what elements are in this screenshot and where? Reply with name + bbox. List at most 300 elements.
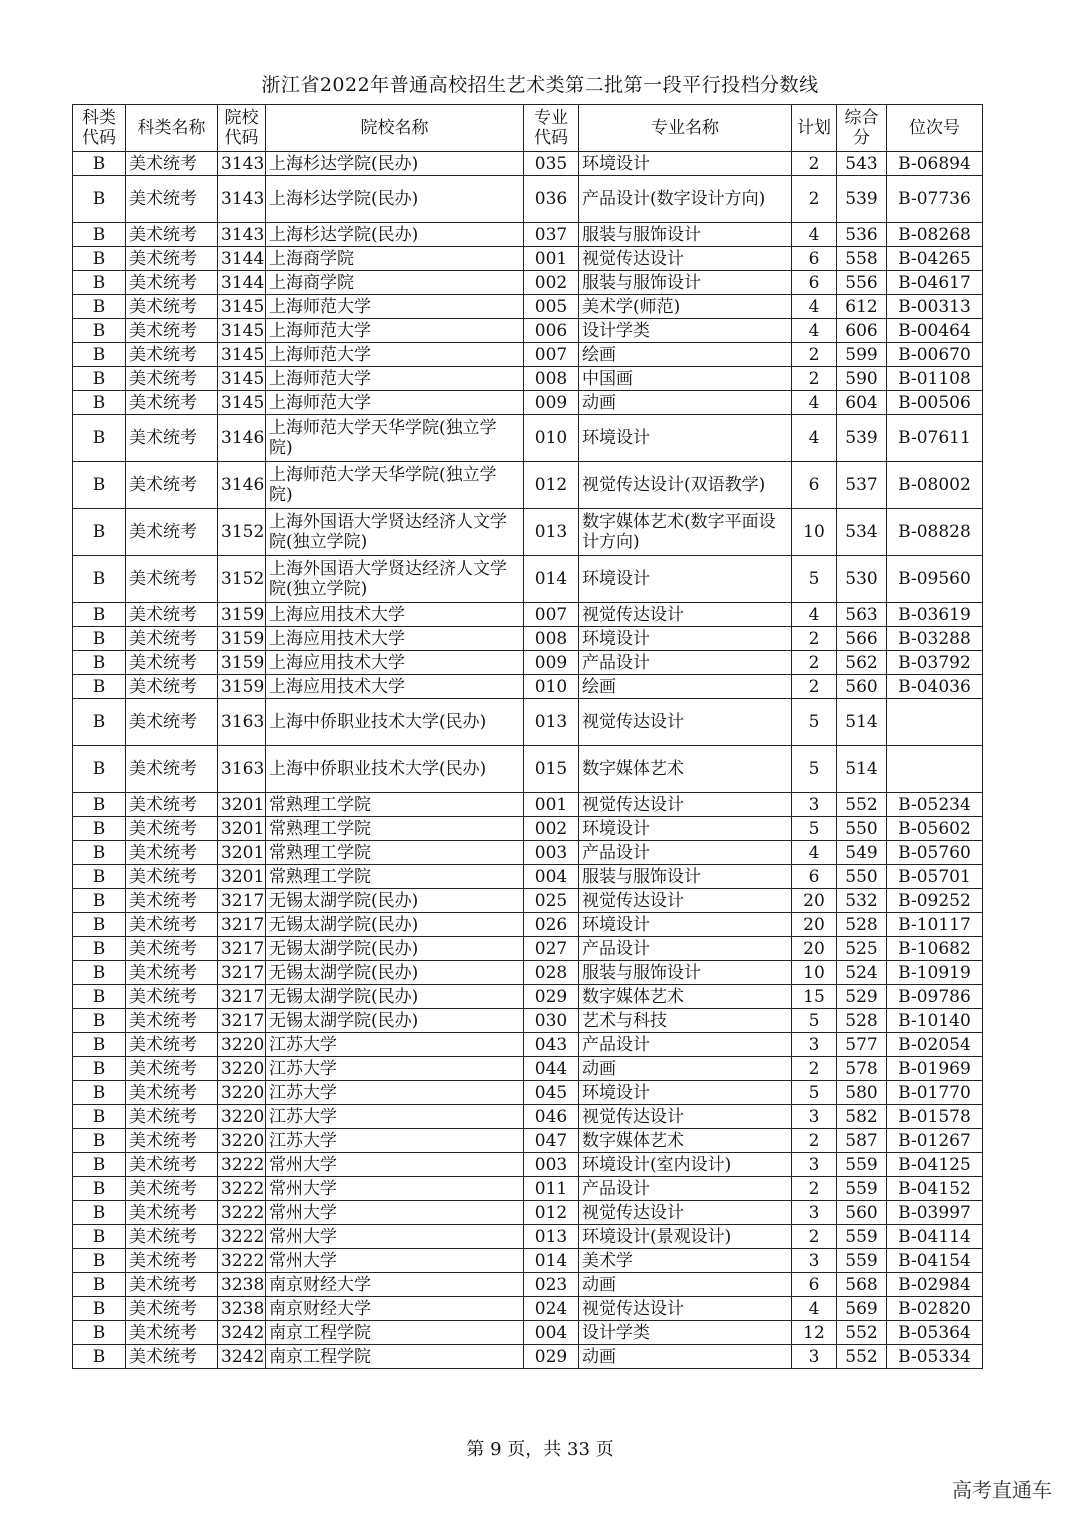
score-cell: 577 — [837, 1033, 887, 1057]
category-code-cell: B — [73, 556, 126, 603]
category-name-cell: 美术统考 — [126, 865, 218, 889]
category-name-cell: 美术统考 — [126, 699, 218, 746]
score-cell: 525 — [837, 937, 887, 961]
table-row — [73, 603, 983, 627]
rank-cell: B-09560 — [887, 556, 983, 603]
school-name-cell: 常熟理工学院 — [266, 817, 524, 841]
plan-cell: 4 — [792, 1297, 837, 1321]
category-name-cell: 美术统考 — [126, 841, 218, 865]
plan-cell: 3 — [792, 1033, 837, 1057]
plan-cell: 2 — [792, 1225, 837, 1249]
school-code-cell: 3143 — [218, 223, 266, 247]
school-name-cell: 江苏大学 — [266, 1105, 524, 1129]
major-code-cell: 007 — [524, 343, 579, 367]
plan-cell: 2 — [792, 152, 837, 176]
plan-cell: 12 — [792, 1321, 837, 1345]
plan-cell: 5 — [792, 817, 837, 841]
major-code-cell: 006 — [524, 319, 579, 343]
score-cell: 550 — [837, 865, 887, 889]
score-cell: 536 — [837, 223, 887, 247]
plan-cell: 3 — [792, 1201, 837, 1225]
major-name-cell: 动画 — [579, 1057, 792, 1081]
score-cell: 514 — [837, 699, 887, 746]
major-name-cell: 产品设计(数字设计方向) — [579, 176, 792, 223]
plan-cell: 6 — [792, 865, 837, 889]
plan-cell: 4 — [792, 841, 837, 865]
category-name-cell: 美术统考 — [126, 651, 218, 675]
plan-cell: 2 — [792, 627, 837, 651]
table-row — [73, 247, 983, 271]
category-name-cell: 美术统考 — [126, 1081, 218, 1105]
major-name-cell: 设计学类 — [579, 1321, 792, 1345]
category-code-cell: B — [73, 913, 126, 937]
school-code-cell: 3222 — [218, 1201, 266, 1225]
rank-cell: B-03619 — [887, 603, 983, 627]
major-code-cell: 026 — [524, 913, 579, 937]
major-code-cell: 002 — [524, 817, 579, 841]
school-name-cell: 无锡太湖学院(民办) — [266, 889, 524, 913]
major-code-cell: 045 — [524, 1081, 579, 1105]
table-row — [73, 865, 983, 889]
category-name-cell: 美术统考 — [126, 223, 218, 247]
table-row — [73, 319, 983, 343]
category-name-cell: 美术统考 — [126, 1057, 218, 1081]
category-name-cell: 美术统考 — [126, 319, 218, 343]
major-code-cell: 023 — [524, 1273, 579, 1297]
category-name-cell: 美术统考 — [126, 675, 218, 699]
table-row — [73, 343, 983, 367]
school-code-cell: 3201 — [218, 817, 266, 841]
table-row — [73, 176, 983, 223]
rank-cell: B-10919 — [887, 961, 983, 985]
plan-cell: 20 — [792, 913, 837, 937]
table-row — [73, 1009, 983, 1033]
school-name-cell: 上海外国语大学贤达经济人文学院(独立学院) — [266, 509, 524, 556]
major-code-cell: 047 — [524, 1129, 579, 1153]
major-code-cell: 008 — [524, 367, 579, 391]
school-name-cell: 上海师范大学天华学院(独立学院) — [266, 415, 524, 462]
table-row — [73, 651, 983, 675]
major-name-cell: 环境设计 — [579, 556, 792, 603]
category-code-cell: B — [73, 1105, 126, 1129]
rank-cell: B-00464 — [887, 319, 983, 343]
plan-cell: 4 — [792, 603, 837, 627]
school-name-cell: 上海师范大学 — [266, 367, 524, 391]
rank-cell: B-06894 — [887, 152, 983, 176]
category-name-cell: 美术统考 — [126, 913, 218, 937]
score-cell: 578 — [837, 1057, 887, 1081]
major-code-cell: 004 — [524, 865, 579, 889]
major-code-cell: 030 — [524, 1009, 579, 1033]
plan-cell: 4 — [792, 415, 837, 462]
major-name-cell: 服装与服饰设计 — [579, 271, 792, 295]
plan-cell: 4 — [792, 391, 837, 415]
rank-cell: B-08828 — [887, 509, 983, 556]
major-name-cell: 环境设计(室内设计) — [579, 1153, 792, 1177]
category-code-cell: B — [73, 651, 126, 675]
major-code-cell: 004 — [524, 1321, 579, 1345]
score-cell: 566 — [837, 627, 887, 651]
rank-cell: B-01969 — [887, 1057, 983, 1081]
category-code-cell: B — [73, 1009, 126, 1033]
table-row — [73, 889, 983, 913]
score-cell: 534 — [837, 509, 887, 556]
school-code-cell: 3152 — [218, 509, 266, 556]
rank-cell: B-01578 — [887, 1105, 983, 1129]
school-code-cell: 3238 — [218, 1273, 266, 1297]
school-code-cell: 3220 — [218, 1105, 266, 1129]
category-code-cell: B — [73, 223, 126, 247]
rank-cell: B-10140 — [887, 1009, 983, 1033]
school-code-cell: 3220 — [218, 1057, 266, 1081]
header-cell: 科类名称 — [126, 105, 218, 152]
school-code-cell: 3238 — [218, 1297, 266, 1321]
school-code-cell: 3222 — [218, 1153, 266, 1177]
school-code-cell: 3143 — [218, 152, 266, 176]
plan-cell: 5 — [792, 699, 837, 746]
major-name-cell: 环境设计 — [579, 913, 792, 937]
category-code-cell: B — [73, 152, 126, 176]
table-row — [73, 1129, 983, 1153]
major-name-cell: 绘画 — [579, 675, 792, 699]
major-name-cell: 视觉传达设计 — [579, 247, 792, 271]
table-row — [73, 1321, 983, 1345]
school-name-cell: 常州大学 — [266, 1225, 524, 1249]
major-name-cell: 环境设计(景观设计) — [579, 1225, 792, 1249]
major-name-cell: 环境设计 — [579, 627, 792, 651]
school-name-cell: 江苏大学 — [266, 1129, 524, 1153]
score-cell: 559 — [837, 1177, 887, 1201]
score-cell: 514 — [837, 746, 887, 793]
category-code-cell: B — [73, 746, 126, 793]
rank-cell: B-07736 — [887, 176, 983, 223]
category-code-cell: B — [73, 295, 126, 319]
school-code-cell: 3144 — [218, 271, 266, 295]
plan-cell: 6 — [792, 462, 837, 509]
category-name-cell: 美术统考 — [126, 1009, 218, 1033]
school-name-cell: 上海应用技术大学 — [266, 675, 524, 699]
school-name-cell: 江苏大学 — [266, 1081, 524, 1105]
table-row — [73, 746, 983, 793]
rank-cell: B-09786 — [887, 985, 983, 1009]
score-cell: 529 — [837, 985, 887, 1009]
category-name-cell: 美术统考 — [126, 1153, 218, 1177]
major-name-cell: 动画 — [579, 391, 792, 415]
school-code-cell: 3159 — [218, 627, 266, 651]
plan-cell: 15 — [792, 985, 837, 1009]
score-cell: 543 — [837, 152, 887, 176]
plan-cell: 2 — [792, 1177, 837, 1201]
school-name-cell: 上海商学院 — [266, 271, 524, 295]
major-code-cell: 013 — [524, 699, 579, 746]
school-code-cell: 3159 — [218, 603, 266, 627]
school-name-cell: 上海应用技术大学 — [266, 603, 524, 627]
major-name-cell: 环境设计 — [579, 817, 792, 841]
major-name-cell: 产品设计 — [579, 1177, 792, 1201]
school-code-cell: 3144 — [218, 247, 266, 271]
page-title: 浙江省2022年普通高校招生艺术类第二批第一段平行投档分数线 — [261, 74, 819, 96]
rank-cell — [887, 746, 983, 793]
plan-cell: 4 — [792, 295, 837, 319]
school-code-cell: 3143 — [218, 176, 266, 223]
major-code-cell: 001 — [524, 247, 579, 271]
table-row — [73, 391, 983, 415]
school-name-cell: 上海杉达学院(民办) — [266, 176, 524, 223]
school-code-cell: 3220 — [218, 1033, 266, 1057]
score-cell: 582 — [837, 1105, 887, 1129]
plan-cell: 2 — [792, 176, 837, 223]
rank-cell: B-05602 — [887, 817, 983, 841]
plan-cell: 2 — [792, 1057, 837, 1081]
table-row — [73, 295, 983, 319]
score-cell: 560 — [837, 1201, 887, 1225]
school-code-cell: 3222 — [218, 1249, 266, 1273]
rank-cell: B-09252 — [887, 889, 983, 913]
school-name-cell: 常州大学 — [266, 1249, 524, 1273]
score-cell: 580 — [837, 1081, 887, 1105]
category-name-cell: 美术统考 — [126, 1201, 218, 1225]
rank-cell: B-01267 — [887, 1129, 983, 1153]
rank-cell: B-03792 — [887, 651, 983, 675]
category-name-cell: 美术统考 — [126, 152, 218, 176]
major-name-cell: 视觉传达设计 — [579, 699, 792, 746]
category-name-cell: 美术统考 — [126, 817, 218, 841]
major-name-cell: 视觉传达设计(双语教学) — [579, 462, 792, 509]
rank-cell: B-01108 — [887, 367, 983, 391]
school-code-cell: 3159 — [218, 675, 266, 699]
category-code-cell: B — [73, 1345, 126, 1369]
major-name-cell: 中国画 — [579, 367, 792, 391]
major-code-cell: 007 — [524, 603, 579, 627]
school-code-cell: 3242 — [218, 1321, 266, 1345]
school-code-cell: 3217 — [218, 985, 266, 1009]
category-name-cell: 美术统考 — [126, 415, 218, 462]
table-row — [73, 1273, 983, 1297]
major-name-cell: 美术学(师范) — [579, 295, 792, 319]
major-name-cell: 服装与服饰设计 — [579, 961, 792, 985]
table-row — [73, 841, 983, 865]
school-name-cell: 南京工程学院 — [266, 1321, 524, 1345]
school-code-cell: 3220 — [218, 1129, 266, 1153]
category-name-cell: 美术统考 — [126, 1321, 218, 1345]
plan-cell: 3 — [792, 1105, 837, 1129]
school-name-cell: 常州大学 — [266, 1177, 524, 1201]
school-code-cell: 3146 — [218, 415, 266, 462]
category-code-cell: B — [73, 865, 126, 889]
major-code-cell: 009 — [524, 391, 579, 415]
school-code-cell: 3201 — [218, 841, 266, 865]
school-name-cell: 江苏大学 — [266, 1057, 524, 1081]
major-code-cell: 029 — [524, 1345, 579, 1369]
table-row — [73, 271, 983, 295]
table-header-row — [73, 105, 983, 152]
school-name-cell: 南京财经大学 — [266, 1297, 524, 1321]
rank-cell: B-04125 — [887, 1153, 983, 1177]
school-code-cell: 3220 — [218, 1081, 266, 1105]
category-name-cell: 美术统考 — [126, 343, 218, 367]
score-cell: 549 — [837, 841, 887, 865]
category-code-cell: B — [73, 793, 126, 817]
major-name-cell: 绘画 — [579, 343, 792, 367]
rank-cell: B-03997 — [887, 1201, 983, 1225]
plan-cell: 20 — [792, 889, 837, 913]
score-cell: 590 — [837, 367, 887, 391]
major-code-cell: 015 — [524, 746, 579, 793]
rank-cell: B-04617 — [887, 271, 983, 295]
major-code-cell: 043 — [524, 1033, 579, 1057]
school-code-cell: 3145 — [218, 367, 266, 391]
plan-cell: 4 — [792, 319, 837, 343]
score-cell: 563 — [837, 603, 887, 627]
page-footer: 第 9 页，共 33 页 — [466, 1439, 614, 1460]
major-code-cell: 037 — [524, 223, 579, 247]
school-name-cell: 常熟理工学院 — [266, 865, 524, 889]
score-cell: 550 — [837, 817, 887, 841]
category-code-cell: B — [73, 415, 126, 462]
school-code-cell: 3163 — [218, 699, 266, 746]
category-code-cell: B — [73, 1297, 126, 1321]
category-code-cell: B — [73, 817, 126, 841]
rank-cell: B-05760 — [887, 841, 983, 865]
score-cell: 560 — [837, 675, 887, 699]
rank-cell — [887, 699, 983, 746]
plan-cell: 5 — [792, 746, 837, 793]
score-cell: 587 — [837, 1129, 887, 1153]
category-name-cell: 美术统考 — [126, 793, 218, 817]
school-name-cell: 上海应用技术大学 — [266, 627, 524, 651]
category-code-cell: B — [73, 367, 126, 391]
school-code-cell: 3145 — [218, 319, 266, 343]
table-row — [73, 1081, 983, 1105]
plan-cell: 6 — [792, 271, 837, 295]
major-code-cell: 028 — [524, 961, 579, 985]
category-name-cell: 美术统考 — [126, 271, 218, 295]
school-code-cell: 3217 — [218, 913, 266, 937]
category-name-cell: 美术统考 — [126, 937, 218, 961]
major-code-cell: 010 — [524, 415, 579, 462]
category-name-cell: 美术统考 — [126, 603, 218, 627]
table-row — [73, 627, 983, 651]
school-name-cell: 江苏大学 — [266, 1033, 524, 1057]
header-cell: 专业名称 — [579, 105, 792, 152]
school-code-cell: 3242 — [218, 1345, 266, 1369]
school-code-cell: 3145 — [218, 295, 266, 319]
rank-cell: B-07611 — [887, 415, 983, 462]
major-code-cell: 001 — [524, 793, 579, 817]
category-code-cell: B — [73, 627, 126, 651]
score-cell: 568 — [837, 1273, 887, 1297]
score-cell: 556 — [837, 271, 887, 295]
table-row — [73, 1201, 983, 1225]
school-code-cell: 3201 — [218, 865, 266, 889]
major-code-cell: 005 — [524, 295, 579, 319]
rank-cell: B-04036 — [887, 675, 983, 699]
major-code-cell: 014 — [524, 556, 579, 603]
major-name-cell: 视觉传达设计 — [579, 889, 792, 913]
school-code-cell: 3217 — [218, 1009, 266, 1033]
major-name-cell: 产品设计 — [579, 651, 792, 675]
category-name-cell: 美术统考 — [126, 1249, 218, 1273]
category-code-cell: B — [73, 1081, 126, 1105]
category-code-cell: B — [73, 1129, 126, 1153]
rank-cell: B-05701 — [887, 865, 983, 889]
category-name-cell: 美术统考 — [126, 295, 218, 319]
category-name-cell: 美术统考 — [126, 462, 218, 509]
score-cell: 599 — [837, 343, 887, 367]
category-code-cell: B — [73, 509, 126, 556]
category-name-cell: 美术统考 — [126, 556, 218, 603]
category-code-cell: B — [73, 247, 126, 271]
major-code-cell: 025 — [524, 889, 579, 913]
school-name-cell: 上海杉达学院(民办) — [266, 152, 524, 176]
category-code-cell: B — [73, 343, 126, 367]
score-cell: 559 — [837, 1249, 887, 1273]
major-code-cell: 024 — [524, 1297, 579, 1321]
school-code-cell: 3222 — [218, 1177, 266, 1201]
major-name-cell: 产品设计 — [579, 937, 792, 961]
rank-cell: B-00506 — [887, 391, 983, 415]
major-name-cell: 设计学类 — [579, 319, 792, 343]
category-code-cell: B — [73, 1153, 126, 1177]
school-name-cell: 上海师范大学 — [266, 295, 524, 319]
plan-cell: 20 — [792, 937, 837, 961]
score-cell: 528 — [837, 1009, 887, 1033]
score-cell: 539 — [837, 176, 887, 223]
major-code-cell: 010 — [524, 675, 579, 699]
major-code-cell: 036 — [524, 176, 579, 223]
header-cell: 科类代码 — [73, 105, 126, 152]
table-row — [73, 415, 983, 462]
category-code-cell: B — [73, 675, 126, 699]
table-row — [73, 985, 983, 1009]
category-code-cell: B — [73, 1201, 126, 1225]
school-name-cell: 上海师范大学天华学院(独立学院) — [266, 462, 524, 509]
category-name-cell: 美术统考 — [126, 1105, 218, 1129]
watermark: 高考直通车 — [952, 1478, 1052, 1502]
school-code-cell: 3163 — [218, 746, 266, 793]
category-code-cell: B — [73, 391, 126, 415]
score-cell: 569 — [837, 1297, 887, 1321]
rank-cell: B-02984 — [887, 1273, 983, 1297]
major-name-cell: 视觉传达设计 — [579, 603, 792, 627]
table-row — [73, 152, 983, 176]
score-cell: 559 — [837, 1153, 887, 1177]
rank-cell: B-05234 — [887, 793, 983, 817]
major-code-cell: 044 — [524, 1057, 579, 1081]
header-cell: 专业代码 — [524, 105, 579, 152]
table-row — [73, 1105, 983, 1129]
score-cell: 552 — [837, 1345, 887, 1369]
major-code-cell: 035 — [524, 152, 579, 176]
major-name-cell: 环境设计 — [579, 152, 792, 176]
category-name-cell: 美术统考 — [126, 247, 218, 271]
table-row — [73, 509, 983, 556]
plan-cell: 5 — [792, 1009, 837, 1033]
table-body — [73, 152, 983, 1369]
school-name-cell: 上海商学院 — [266, 247, 524, 271]
rank-cell: B-10117 — [887, 913, 983, 937]
category-code-cell: B — [73, 841, 126, 865]
major-code-cell: 012 — [524, 462, 579, 509]
category-name-cell: 美术统考 — [126, 1225, 218, 1249]
category-code-cell: B — [73, 176, 126, 223]
rank-cell: B-00670 — [887, 343, 983, 367]
major-code-cell: 013 — [524, 509, 579, 556]
rank-cell: B-08268 — [887, 223, 983, 247]
major-code-cell: 008 — [524, 627, 579, 651]
category-name-cell: 美术统考 — [126, 1129, 218, 1153]
table-row — [73, 817, 983, 841]
